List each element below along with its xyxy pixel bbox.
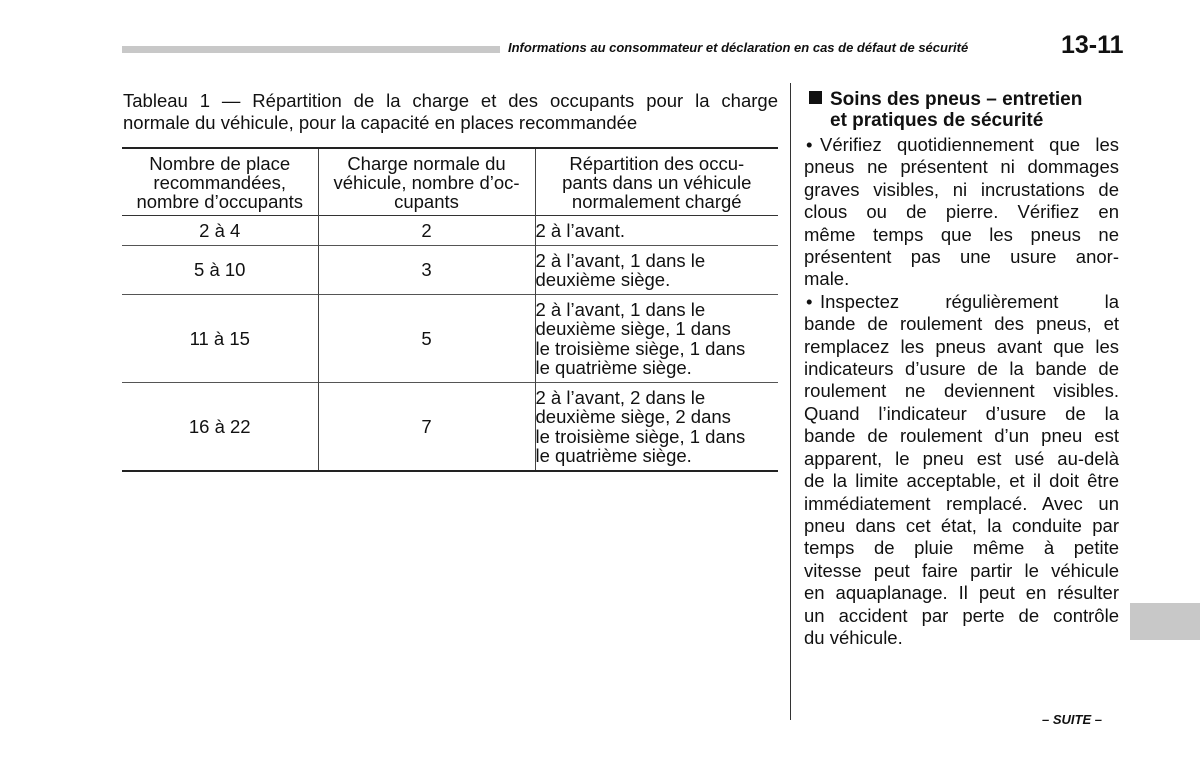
cell-places: 2 à 4 [122, 216, 318, 246]
paragraph-line: pneus ne présentent ni dommages [804, 156, 1119, 178]
table-header-row [122, 148, 778, 216]
table-caption-line: normale du véhicule, pour la capacité en places recommandée [123, 112, 638, 133]
header-bar [122, 46, 500, 53]
cell-line: 2 à l’avant, 1 dans le [535, 249, 706, 271]
paragraph-line: indicateurs d’usure de la bande de [804, 358, 1119, 380]
paragraph-line: male. [804, 268, 850, 290]
header-charge [318, 148, 535, 216]
paragraph-line: un accident par perte de contrôle [804, 604, 1119, 626]
bullet-paragraph [804, 291, 1119, 650]
cell-line: le troisième siège, 1 dans [535, 337, 746, 359]
header-line: cupants [394, 190, 459, 212]
paragraph-line: Quand l’indicateur d’usure de la [804, 402, 1119, 424]
footer-continue: – SUITE – [1042, 712, 1102, 727]
header-line: Répartition des occu- [569, 152, 745, 174]
paragraph-line: roulement ne deviennent visibles. [804, 380, 1119, 402]
cell-line: deuxième siège, 2 dans [535, 406, 731, 427]
cell-repartition [535, 216, 778, 246]
table-row [122, 216, 778, 246]
header-line: Nombre de place [149, 152, 291, 174]
paragraph-line: bande de roulement d’un pneu est [804, 425, 1119, 447]
section-square-icon [809, 91, 822, 104]
cell-line: deuxième siège, 1 dans [535, 318, 731, 339]
header-line: recommandées, [153, 171, 287, 193]
cell-line: 2 à l’avant, 1 dans le [535, 298, 706, 320]
paragraph-line: bande de roulement des pneus, et [804, 313, 1119, 335]
header-line: véhicule, nombre d’oc- [333, 171, 520, 193]
table-row [122, 383, 778, 472]
paragraph-line: pneu dans cet état, la conduite par [804, 514, 1119, 536]
section-heading [809, 89, 1119, 131]
header-title: Informations au consommateur et déclaration en cas de défaut de sécurité [508, 40, 969, 55]
cell-line: le quatrième siège. [535, 445, 692, 466]
cell-places: 5 à 10 [122, 246, 318, 295]
cell-places: 11 à 15 [122, 295, 318, 383]
bullet-icon: • [806, 290, 813, 312]
paragraph-line: clous ou de pierre. Vérifiez en [804, 201, 1119, 223]
cell-line: 2 à l’avant, 2 dans le [535, 386, 706, 408]
cell-repartition [535, 383, 778, 472]
bullet-icon: • [806, 134, 813, 155]
cell-charge: 2 [318, 216, 535, 246]
cell-line: le troisième siège, 1 dans [535, 425, 746, 447]
cell-line: deuxième siège. [535, 269, 671, 290]
side-tab-marker [1130, 603, 1200, 640]
cell-repartition [535, 246, 778, 295]
cell-line: le quatrième siège. [535, 357, 692, 378]
cell-charge: 7 [318, 383, 535, 472]
header-line: nombre d’occupants [136, 190, 304, 212]
header-line: Charge normale du [347, 152, 506, 174]
cell-charge: 3 [318, 246, 535, 295]
paragraph-line: apparent, le pneu est usé au-delà [804, 447, 1119, 469]
section-heading-line: et pratiques de sécurité [830, 110, 1044, 131]
section-heading-line: Soins des pneus – entretien [830, 89, 1083, 110]
cell-repartition [535, 295, 778, 383]
bullet-paragraph [804, 134, 1119, 291]
cell-charge: 5 [318, 295, 535, 383]
cell-places: 16 à 22 [122, 383, 318, 472]
paragraph-line: en aquaplanage. Il peut en résulter [804, 582, 1119, 604]
paragraph-line: Inspectez régulièrement la [820, 290, 1119, 312]
paragraph-line: du véhicule. [804, 626, 903, 648]
header-repartition [535, 148, 778, 216]
paragraph-line: même temps que les pneus ne [804, 223, 1119, 245]
table-caption-line: Tableau 1 — Répartition de la charge et des occupants pour la charge [123, 90, 778, 111]
load-distribution-table [122, 147, 778, 472]
paragraph-line: Vérifiez quotidiennement que les [820, 134, 1119, 155]
page-number: 13-11 [1061, 31, 1124, 59]
header-line: normalement chargé [571, 190, 742, 212]
table-caption [123, 90, 778, 134]
paragraph-line: de la limite acceptable, et il doit être [804, 470, 1119, 492]
paragraph-line: remplacez les pneus avant que les [804, 335, 1119, 357]
paragraph-line: temps de pluie même à petite [804, 537, 1119, 559]
section-body [804, 134, 1119, 649]
paragraph-line: présentent pas une usure anor- [804, 246, 1119, 268]
header-line: pants dans un véhicule [562, 171, 752, 193]
paragraph-line: graves visibles, ni incrustations de [804, 178, 1119, 200]
header-places [122, 148, 318, 216]
paragraph-line: vitesse peut faire partir le véhicule [804, 559, 1119, 581]
column-divider [790, 83, 791, 720]
table-row [122, 246, 778, 295]
cell-line: 2 à l’avant. [535, 219, 625, 241]
table-row [122, 295, 778, 383]
paragraph-line: immédiatement remplacé. Avec un [804, 492, 1119, 514]
